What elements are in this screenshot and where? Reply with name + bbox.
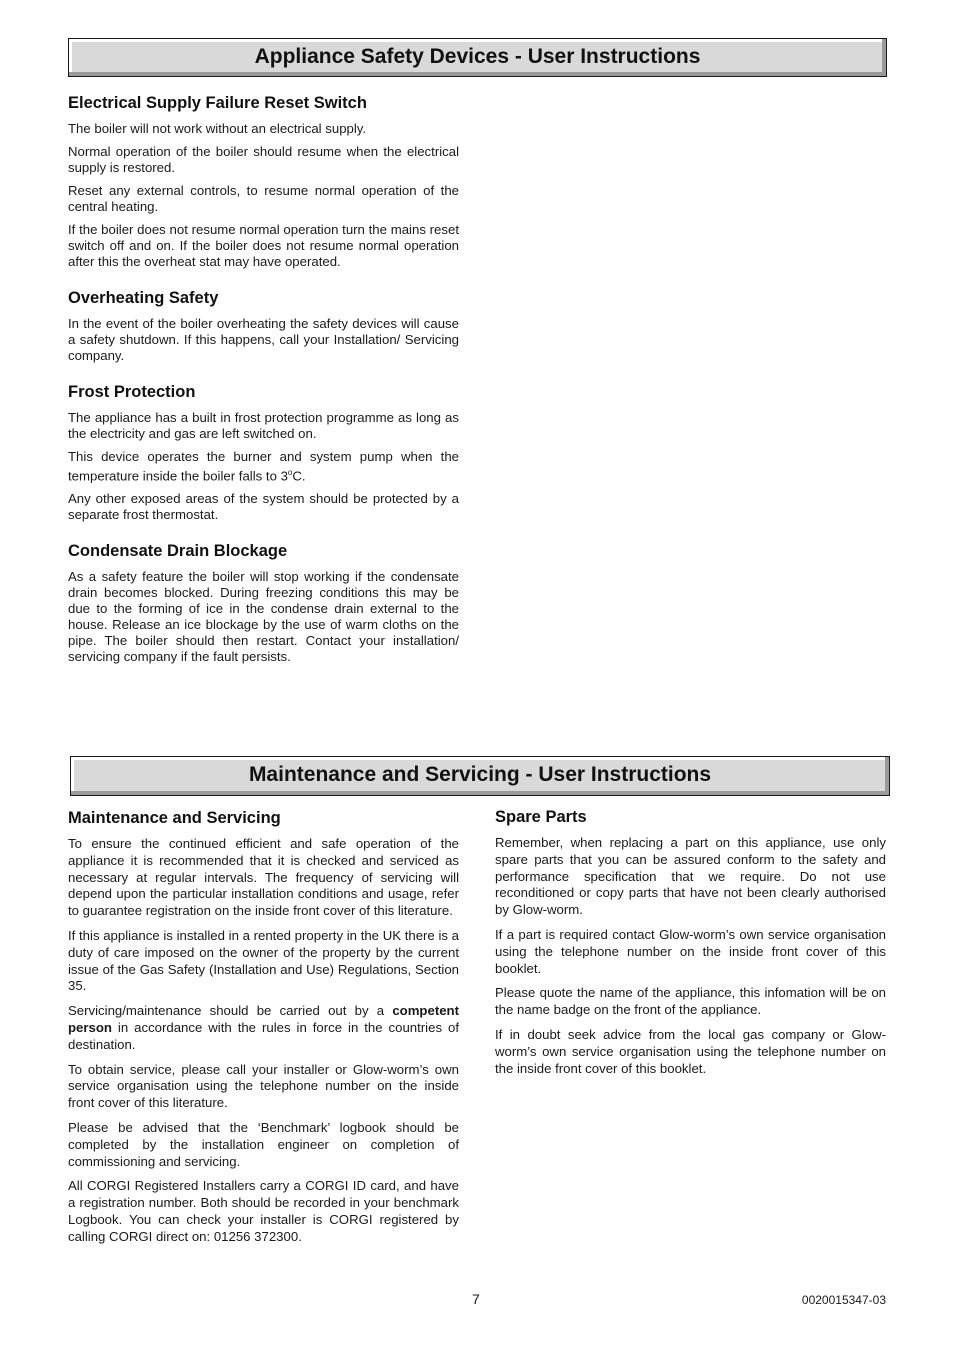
maintenance-paragraph-3 <box>68 1003 459 1053</box>
overheating-paragraph-1: In the event of the boiler overheating the safety devices will cause a safety shutdown. If this happens, call your Installation/ Servicing company. <box>68 316 459 363</box>
maintenance-paragraph-6: All CORGI Registered Installers carry a CORGI ID card, and have a registration number. Both should be recorded in your benchmark Logbook. You can check your installer is CORGI registered by calling CORGI direct on: 01256 372300. <box>68 1178 459 1244</box>
spare-parts-column <box>495 807 886 1085</box>
competent-person-emphasis: competent person <box>68 1003 459 1035</box>
electrical-paragraph-1: The boiler will not work without an electrical supply. <box>68 121 367 136</box>
maintenance-column <box>68 808 459 1254</box>
frost-paragraph-2-unit: C. <box>292 468 306 484</box>
maintenance-paragraph-3-end: in accordance with the rules in force in the countries of destination. <box>68 1019 459 1052</box>
spare-parts-paragraph-4: If in doubt seek advice from the local gas company or Glow-worm’s own service organisation using the telephone number on the inside front cover of this booklet. <box>495 1026 886 1076</box>
electrical-paragraph-3: Reset any external controls, to resume normal operation of the central heating. <box>68 183 459 214</box>
maintenance-paragraph-1: To ensure the continued efficient and safe operation of the appliance it is recommended that it is checked and serviced as necessary at regular intervals. The frequency of servicing will depend upon the particular installation conditions and usage, refer to guarantee registration on the inside front cover of this literature. <box>68 836 459 919</box>
frost-paragraph-2 <box>68 449 459 484</box>
condensate-paragraph-1: As a safety feature the boiler will stop working if the condensate drain becomes blocked. During freezing conditions this may be due to the forming of ice in the condense drain external to the house. Release an ice blockage by the use of warm cloths on the pipe. The boiler should then restart. Contact your installation/ servicing company if the fault persists. <box>68 569 459 665</box>
safety-devices-column <box>68 93 459 672</box>
maintenance-paragraph-4: To obtain service, please call your installer or Glow-worm’s own service organisation using the telephone number on the inside front cover of this literature. <box>68 1061 459 1111</box>
section-title-maintenance: Maintenance and Servicing - User Instructions <box>70 756 890 796</box>
maintenance-paragraph-3-start: Servicing/maintenance should be carried out by a <box>68 1003 393 1019</box>
spare-parts-paragraph-3: Please quote the name of the appliance, this infomation will be on the name badge on the front of the appliance. <box>495 985 886 1018</box>
spare-parts-paragraph-2: If a part is required contact Glow-worm’s own service organisation using the telephone number on the inside front cover of this booklet. <box>495 926 886 976</box>
frost-paragraph-1: The appliance has a built in frost protection programme as long as the electricity and gas are left switched on. <box>68 410 459 441</box>
frost-protection-heading: Frost Protection <box>68 383 196 401</box>
electrical-supply-section <box>68 93 459 270</box>
section-title-safety-devices: Appliance Safety Devices - User Instructions <box>68 38 887 77</box>
maintenance-heading: Maintenance and Servicing <box>68 809 281 827</box>
document-code: 0020015347-03 <box>801 1293 886 1307</box>
overheating-heading: Overheating Safety <box>68 289 219 307</box>
condensate-heading: Condensate Drain Blockage <box>68 542 288 561</box>
spare-parts-paragraph-1: Remember, when replacing a part on this appliance, use only spare parts that you can be assured conform to the safety and performance specification that we require. Do not use reconditioned or copy parts that have not been clearly authorised by Glow-worm. <box>495 835 886 918</box>
electrical-paragraph-4: If the boiler does not resume normal operation turn the mains reset switch off and on. If the boiler does not resume normal operation after this the overheat stat may have operated. <box>68 222 459 269</box>
overheating-section <box>68 288 459 364</box>
spare-parts-heading: Spare Parts <box>495 808 587 826</box>
page-number: 7 <box>472 1291 480 1307</box>
frost-paragraph-3: Any other exposed areas of the system should be protected by a separate frost thermostat. <box>68 491 459 523</box>
electrical-paragraph-2: Normal operation of the boiler should resume when the electrical supply is restored. <box>68 144 459 175</box>
degree-symbol: o <box>287 468 293 477</box>
maintenance-paragraph-5: Please be advised that the ‘Benchmark’ logbook should be completed by the installation engineer on completion of commissioning and servicing. <box>68 1119 459 1169</box>
electrical-supply-heading: Electrical Supply Failure Reset Switch <box>68 94 367 112</box>
condensate-section <box>68 541 459 665</box>
maintenance-paragraph-2: If this appliance is installed in a rented property in the UK there is a duty of care imposed on the owner of the property by the current issue of the Gas Safety (Installation and Use) Regulations, Section 35. <box>68 927 459 994</box>
frost-paragraph-2-text: This device operates the burner and system pump when the temperature inside the boiler falls to 3 <box>68 449 459 484</box>
frost-protection-section <box>68 382 459 523</box>
